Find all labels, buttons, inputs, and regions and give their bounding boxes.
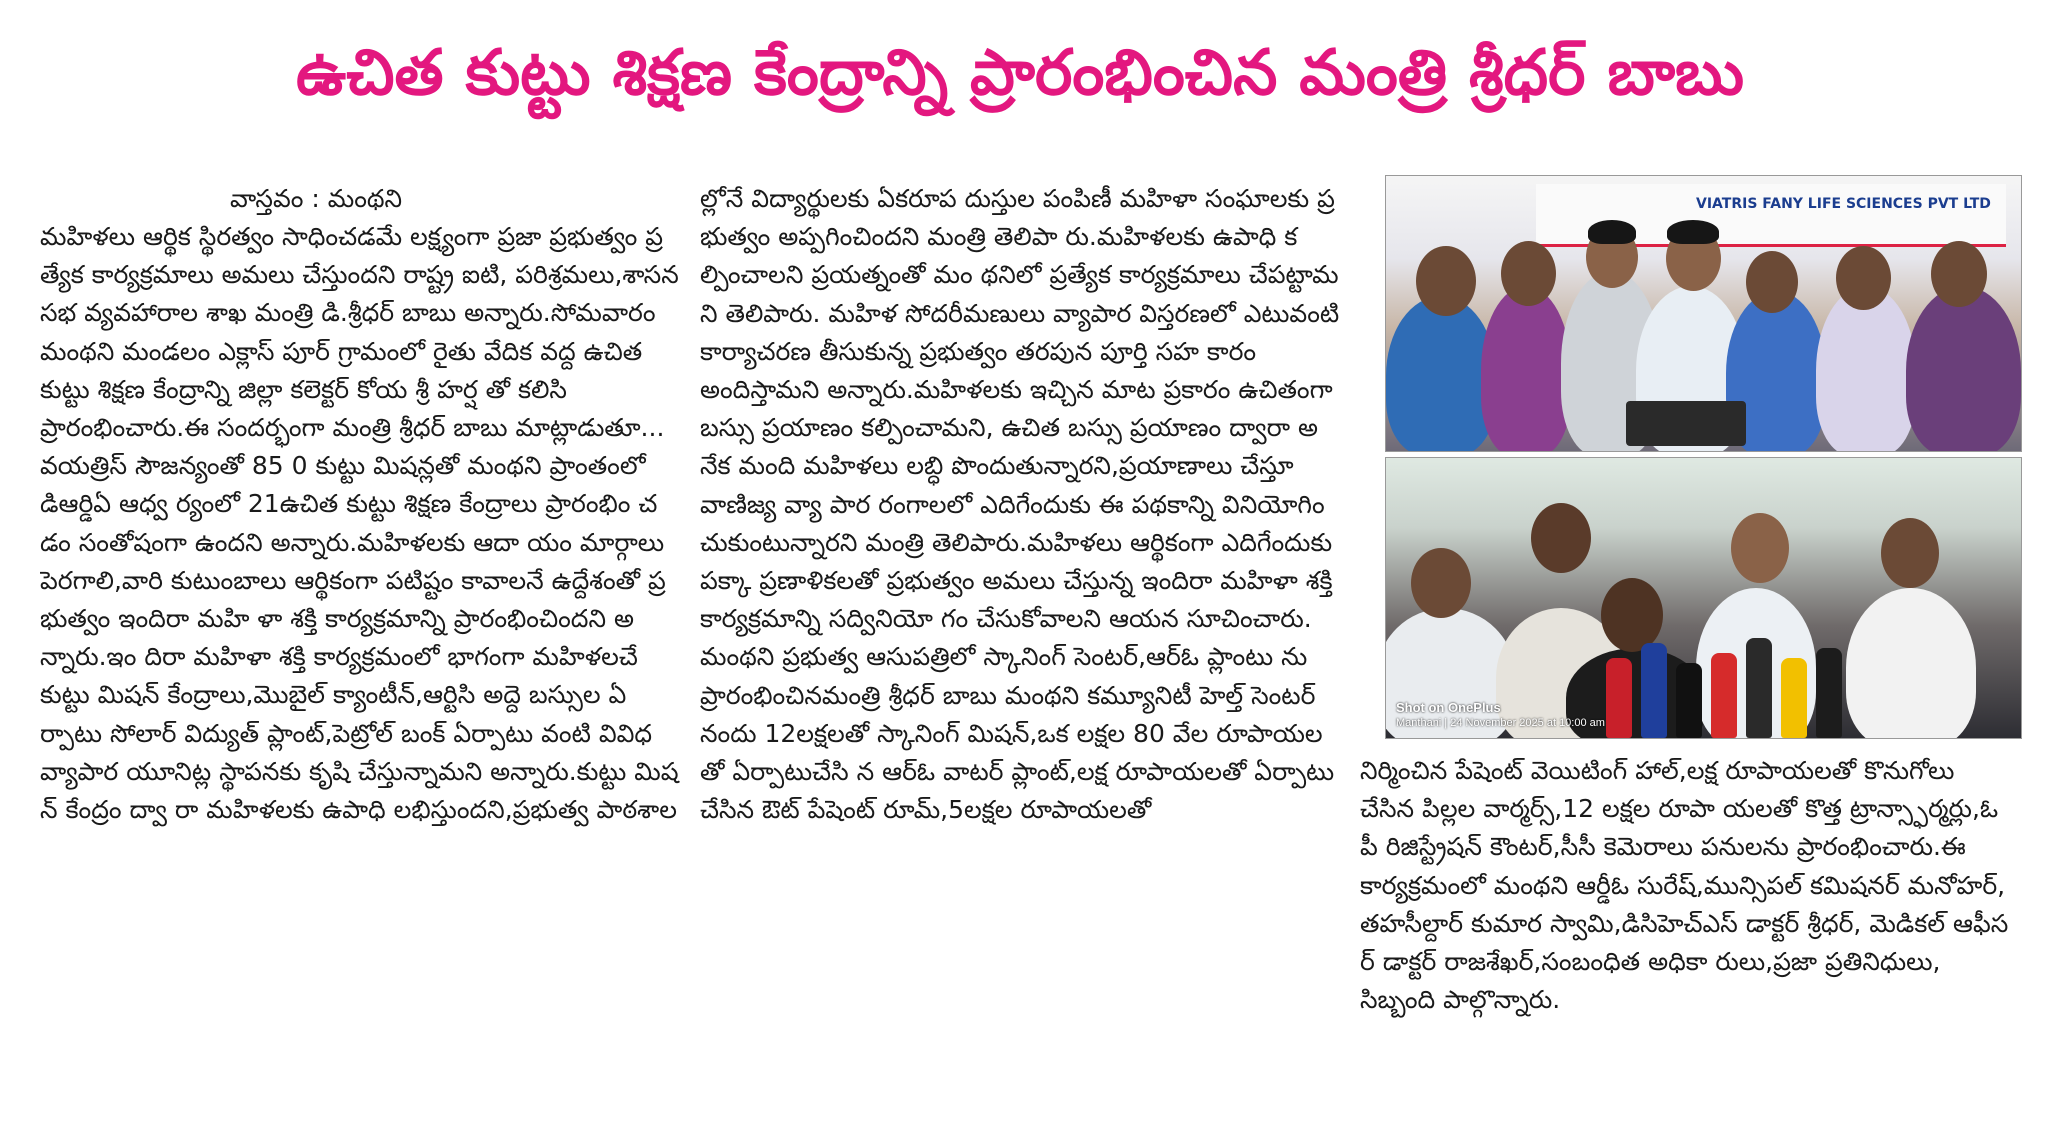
sewing-machine <box>1626 401 1746 446</box>
media-microphone <box>1676 663 1702 738</box>
event-photo-inauguration <box>1385 175 2022 452</box>
person-head <box>1531 503 1591 573</box>
person-head <box>1836 246 1891 310</box>
person-head <box>1601 578 1663 652</box>
person-head <box>1881 518 1939 588</box>
media-microphone <box>1746 638 1772 738</box>
headline: ఉచిత కుట్టు శిక్షణ కేంద్రాన్ని ప్రారంభించిన మంత్రి శ్రీధర్ బాబు <box>295 36 1745 109</box>
person-head <box>1931 241 1987 307</box>
person-hair <box>1667 220 1719 244</box>
media-microphone <box>1781 658 1807 738</box>
article-column-1 <box>40 218 680 1098</box>
dateline: వాస్తవం : మంథని <box>230 184 403 213</box>
person-figure <box>1386 296 1496 452</box>
camera-watermark <box>1396 701 1605 730</box>
person-figure <box>1846 588 1976 739</box>
person-head <box>1416 246 1476 316</box>
media-microphone <box>1606 658 1632 738</box>
banner-text: VIATRIS FANY LIFE SCIENCES PVT LTD <box>1696 196 1991 212</box>
article-column-2 <box>700 180 1340 1100</box>
article-paragraph: ల్లోనే విద్యార్థులకు ఏకరూప దుస్తుల పంపిణీ మహిళా సంఘాలకు ప్రభుత్వం అప్పగించిందని మంత్రి తెలిపా రు.మహిళలకు ఉపాధి కల్పించాలని ప్రయత్నంతో మం థనిలో ప్రత్యేక కార్యక్రమాలు చేపట్టామని తెలిపారు. మహిళ సోదరీమణులు వ్యాపార విస్తరణలో ఎటువంటి కార్యాచరణ తీసుకున్న ప్రభుత్వం తరపున పూర్తి సహ కారం అందిస్తామని అన్నారు.మహిళలకు ఇచ్చిన మాట ప్రకారం ఉచితంగా బస్సు ప్రయాణం కల్పించామని, ఉచిత బస్సు ప్రయాణం ద్వారా అనేక మంది మహిళలు లబ్ధి పొందుతున్నారని,ప్రయాణాలు చేస్తూ వాణిజ్య వ్యా పార రంగాలలో ఎదిగేందుకు ఈ పథకాన్ని వినియోగిం చుకుంటున్నారని మంత్రి తెలిపారు.మహిళలు ఆర్థికంగా ఎదిగేందుకు పక్కా ప్రణాళికలతో ప్రభుత్వం అమలు చేస్తున్న ఇందిరా మహిళా శక్తి కార్యక్రమాన్ని సద్వినియో గం చేసుకోవాలని ఆయన సూచించారు.మంథని ప్రభుత్వ ఆసుపత్రిలో స్కానింగ్ సెంటర్,ఆర్ఓ ప్లాంటు ను ప్రారంభించినమంత్రి శ్రీధర్ బాబు మంథని కమ్యూనిటీ హెల్త్ సెంటర్ నందు 12లక్షలతో స్కానింగ్ మిషన్,ఒక లక్షల 80 వేల రూపాయలతో ఏర్పాటుచేసి న ఆర్ఓ వాటర్ ప్లాంట్,లక్ష రూపాయలతో ఏర్పాటు చేసిన ఔట్ పేషెంట్ రూమ్,5లక్షల రూపాయలతో <box>700 184 1340 825</box>
person-head <box>1501 241 1556 306</box>
event-photo-press <box>1385 457 2022 739</box>
article-paragraph: నిర్మించిన పేషెంట్ వెయిటింగ్ హాల్,లక్ష రూపాయలతో కొనుగోలు చేసిన పిల్లల వార్మర్స్,12 లక్షల రూపా యలతో కొత్త ట్రాన్స్ఫార్మర్లు,ఓపీ రిజిస్ట్రేషన్ కౌంటర్,సీసీ కెమెరాలు పనులను ప్రారంభించారు.ఈ కార్యక్రమంలో మంథని ఆర్డీఓ సురేష్,మున్సిపల్ కమిషనర్ మనోహర్, తహసీల్దార్ కుమార స్వామి,డిసిహెచ్ఎస్ డాక్టర్ శ్రీధర్, మెడికల్ ఆఫీసర్ డాక్టర్ రాజశేఖర్,సంబంధిత అధికా రులు,ప్రజా ప్రతినిధులు,సిబ్బంది పాల్గొన్నారు. <box>1360 756 2009 1015</box>
person-figure <box>1481 286 1571 452</box>
person-hair <box>1588 220 1636 244</box>
person-figure <box>1906 286 2021 452</box>
article-paragraph: మహిళలు ఆర్థిక స్థిరత్వం సాధించడమే లక్ష్యంగా ప్రజా ప్రభుత్వం ప్రత్యేక కార్యక్రమాలు అమలు చేస్తుందని రాష్ట్ర ఐటి, పరిశ్రమలు,శాసన సభ వ్యవహారాల శాఖ మంత్రి డి.శ్రీధర్ బాబు అన్నారు.సోమవారం మంథని మండలం ఎక్లాస్ పూర్ గ్రామంలో రైతు వేదిక వద్ద ఉచిత కుట్టు శిక్షణ కేంద్రాన్ని జిల్లా కలెక్టర్ కోయ శ్రీ హర్ష తో కలిసి ప్రారంభించారు.ఈ సందర్భంగా మంత్రి శ్రీధర్ బాబు మాట్లాడుతూ...వయత్రిస్ సౌజన్యంతో 85 0 కుట్టు మిషన్లతో మంథని ప్రాంతంలో డిఆర్డిఏ ఆధ్వ ర్యంలో 21ఉచిత కుట్టు శిక్షణ కేంద్రాలు ప్రారంభిం చడం సంతోషంగా ఉందని అన్నారు.మహిళలకు ఆదా యం మార్గాలు పెరగాలి,వారి కుటుంబాలు ఆర్థికంగా పటిష్టం కావాలనే ఉద్దేశంతో ప్రభుత్వం ఇందిరా మహి ళా శక్తి కార్యక్రమాన్ని ప్రారంభించిందని అన్నారు.ఇం దిరా మహిళా శక్తి కార్యక్రమంలో భాగంగా మహిళలచే కుట్టు మిషన్ కేంద్రాలు,మొబైల్ క్యాంటీన్,ఆర్టిసి అద్దె బస్సుల ఏర్పాటు సోలార్ విద్యుత్ ప్లాంట్,పెట్రోల్ బంక్ ఏర్పాటు వంటి వివిధ వ్యాపార యూనిట్ల స్థాపనకు కృషి చేస్తున్నామని అన్నారు.కుట్టు మిషన్ కేంద్రం ద్వా రా మహిళలకు ఉపాధి లభిస్తుందని,ప్రభుత్వ పాఠశాల <box>40 222 679 825</box>
person-head <box>1411 548 1471 618</box>
media-microphone <box>1711 653 1737 738</box>
watermark-line-2: Manthani | 24 November 2025 at 10:00 am <box>1396 717 1605 729</box>
person-head <box>1731 513 1789 583</box>
media-microphone <box>1641 643 1667 738</box>
person-head <box>1746 251 1798 313</box>
watermark-line-1: Shot on OnePlus <box>1396 700 1501 715</box>
media-microphone <box>1816 648 1842 738</box>
person-figure <box>1816 286 1916 452</box>
article-column-3 <box>1360 752 2010 1102</box>
